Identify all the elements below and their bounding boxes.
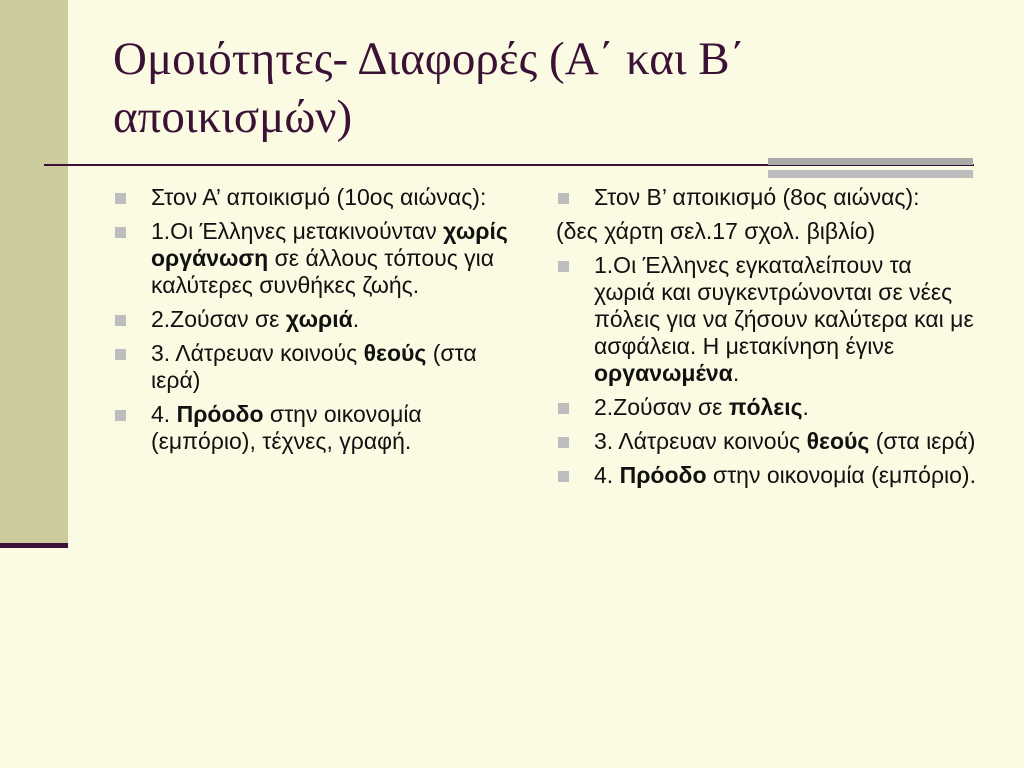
bold-text: χωριά [285, 306, 353, 332]
bold-text: θεούς [806, 428, 870, 454]
bold-text: Πρόοδο [619, 462, 707, 488]
bold-text: χωρίς οργάνωση [151, 218, 508, 271]
square-bullet-icon [558, 403, 569, 414]
bullet-item [556, 252, 976, 387]
item-text: Στον Β’ αποικισμό (8ος αιώνας): [594, 184, 920, 210]
square-bullet-icon [558, 193, 569, 204]
square-bullet-icon [558, 471, 569, 482]
item-text: 4. [151, 401, 177, 427]
left-decorative-band [0, 0, 68, 548]
square-bullet-icon [115, 315, 126, 326]
slide-title: Ομοιότητες- Διαφορές (Α΄ και Β΄ αποικισμών) [113, 33, 746, 143]
item-text: (στα ιερά) [151, 340, 477, 393]
bullet-item [556, 428, 976, 455]
item-text: (δες χάρτη σελ.17 σχολ. βιβλίο) [556, 218, 876, 244]
item-text: 1.Οι Έλληνες εγκαταλείπουν τα χωριά και συγκεντρώνονται σε νέες πόλεις για να ζήσουν καλύτερα και με ασφάλεια. Η μετακίνηση έγινε [594, 252, 974, 359]
item-text: . [352, 306, 360, 332]
bullet-item [113, 340, 528, 394]
bullet-item [113, 306, 528, 333]
item-text: στην οικονομία (εμπόριο), τέχνες, γραφή. [151, 401, 422, 454]
bullet-item [113, 218, 528, 299]
item-text: 4. [594, 462, 620, 488]
item-text: 1.Οι Έλληνες μετακινούνταν [151, 218, 444, 244]
item-text: . [732, 360, 740, 386]
bullet-item [556, 462, 976, 489]
title-accent-bars [768, 158, 973, 178]
square-bullet-icon [558, 261, 569, 272]
item-text: . [802, 394, 809, 420]
item-text: σε άλλους τόπους για καλύτερες συνθήκες ζωής. [151, 245, 495, 298]
square-bullet-icon [115, 349, 126, 360]
bullet-item [113, 401, 528, 455]
item-text: 3. Λάτρευαν κοινούς [151, 340, 364, 366]
item-text: 2.Ζούσαν σε [151, 306, 286, 332]
right-column [556, 184, 976, 496]
item-text: 3. Λάτρευαν κοινούς [594, 428, 807, 454]
item-text: 2.Ζούσαν σε [594, 394, 729, 420]
square-bullet-icon [115, 410, 126, 421]
bold-text: οργανωμένα [594, 360, 733, 386]
square-bullet-icon [115, 193, 126, 204]
item-text: στην οικονομία (εμπόριο). [706, 462, 976, 488]
square-bullet-icon [115, 227, 126, 238]
bold-text: θεούς [363, 340, 427, 366]
bullet-item [556, 218, 976, 245]
item-text: Στον Α’ αποικισμό (10ος αιώνας): [151, 184, 487, 210]
bullet-item [556, 184, 976, 211]
left-band-rule [0, 543, 68, 548]
bold-text: πόλεις [728, 394, 803, 420]
item-text: (στα ιερά) [869, 428, 976, 454]
bold-text: Πρόοδο [176, 401, 264, 427]
left-column [113, 184, 528, 462]
bullet-item [113, 184, 528, 211]
square-bullet-icon [558, 437, 569, 448]
bullet-item [556, 394, 976, 421]
